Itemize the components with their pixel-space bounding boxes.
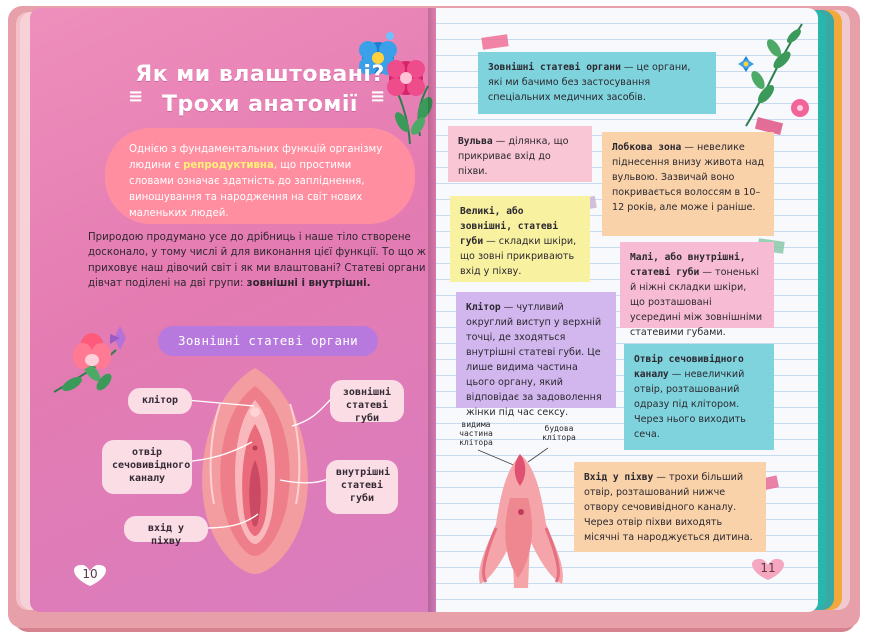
note-text: — ділянка, що прикриває вхід до піхви. bbox=[458, 136, 569, 177]
note-term: Великі, або зовнішні, статеві губи bbox=[460, 206, 559, 247]
clitoris-diagram bbox=[456, 428, 586, 596]
note-term: Зовнішні статеві органи bbox=[488, 62, 621, 73]
label-clitoris: клітор bbox=[128, 388, 192, 414]
note-vagina bbox=[574, 462, 766, 552]
note-term: Вульва bbox=[458, 136, 493, 147]
title-line-2: Трохи анатомії bbox=[162, 92, 358, 117]
note-term: Малі, або внутрішні, статеві губи bbox=[630, 252, 746, 278]
label-urethra: отвір сечовивідного каналу bbox=[102, 440, 192, 494]
note-vulva bbox=[448, 126, 592, 182]
note-clitoris bbox=[456, 292, 616, 418]
note-text: — тоненькі й ніжні складки шкіри, що розташовані усередині між зовнішніми статевими губами. bbox=[630, 267, 763, 338]
body-text: Природою продумано усе до дрібниць і наше тіло створене досконало, у тому числі й для виконання цієї функції. То що ж приховує наш дівочий світ і як ми влаштовані? Статеві органи дівчат поділені на дві групи: bbox=[88, 232, 426, 290]
page-number-left: 10 bbox=[82, 567, 98, 581]
leaf-icon bbox=[736, 14, 816, 134]
note-term: Отвір сечовивідного каналу bbox=[634, 354, 744, 380]
label-clitoris-structure: будова клітора bbox=[542, 424, 576, 442]
sparkle-icon: ≡ bbox=[370, 86, 386, 107]
label-inner-labia: внутрішні статеві губи bbox=[326, 460, 398, 514]
note-text: — невеличкий отвір, розташований одразу під клітором. Через нього виходить сеча. bbox=[634, 369, 746, 440]
note-term: Лобкова зона bbox=[612, 142, 682, 153]
note-inner-labia bbox=[620, 242, 774, 338]
note-term: Вхід у піхву bbox=[584, 472, 654, 483]
note-text: — чутливий округлий виступ у верхній точці, де зходяться внутрішні статеві губи. Це лише видима частина цього органу, який відповідає за задоволення жінки під час сексу. bbox=[466, 302, 602, 418]
body-bold: зовнішні і внутрішні. bbox=[246, 278, 371, 290]
sparkle-icon: ≡ bbox=[128, 86, 144, 107]
left-page bbox=[30, 8, 440, 612]
intro-highlight: репродуктивна bbox=[183, 160, 274, 171]
note-term: Клітор bbox=[466, 302, 501, 313]
note-urethra bbox=[624, 344, 774, 450]
label-outer-labia: зовнішні статеві губи bbox=[330, 380, 404, 422]
note-external-organs bbox=[478, 52, 716, 114]
note-text: — це органи, які ми бачимо без застосування спеціальних медичних засобів. bbox=[488, 62, 691, 103]
note-text: — невелике піднесення внизу живота над вульвою. Зазвичай воно покривається волоссям в 10–12 років, але може і раніше. bbox=[612, 142, 764, 213]
note-text: — трохи більший отвір, розташований нижче отвору сечовивідного каналу. Через отвір піхви виходять місячні та народжується дитина. bbox=[584, 472, 753, 543]
label-vagina: вхід у піхву bbox=[124, 516, 208, 542]
right-page bbox=[436, 8, 818, 612]
section-heading: Зовнішні статеві органи bbox=[158, 326, 378, 356]
intro-text: Однією з фундаментальних функцій організму людини є bbox=[129, 144, 383, 171]
intro-text-end: , що простими словами означає здатність до запліднення, виношування та народження на світ нових маленьких людей. bbox=[129, 160, 365, 219]
tape-decoration bbox=[481, 34, 508, 50]
label-visible-part: видима частина клітора bbox=[459, 420, 493, 447]
note-outer-labia bbox=[450, 196, 590, 282]
note-text: — складки шкіри, що зовні прикривають вхід у піхву. bbox=[460, 236, 577, 277]
title-line-1: Як ми влаштовані? bbox=[135, 62, 385, 87]
label-connectors bbox=[30, 8, 440, 612]
note-pubic-zone bbox=[602, 132, 774, 236]
page-number-right: 11 bbox=[760, 561, 776, 575]
